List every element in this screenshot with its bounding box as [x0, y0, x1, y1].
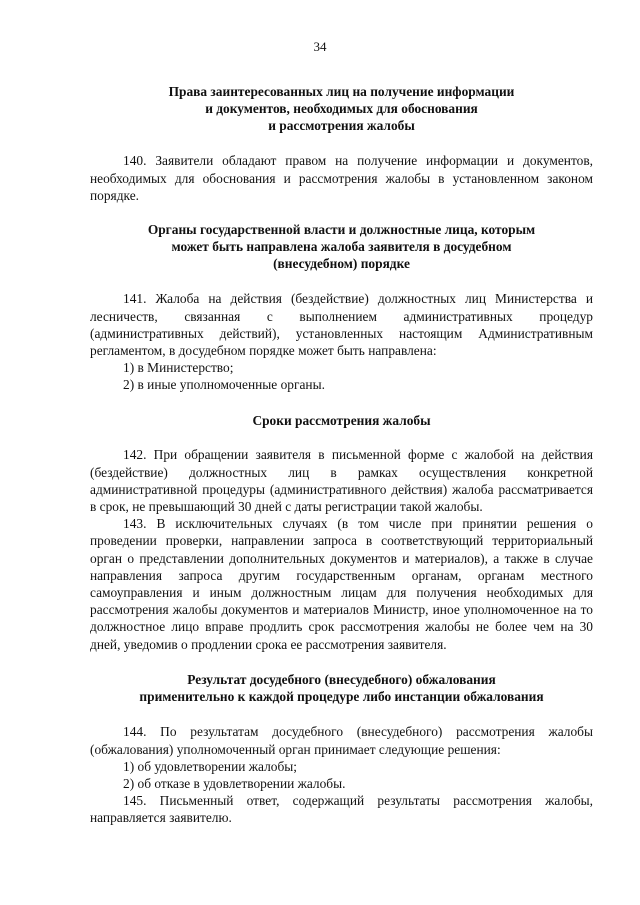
list-item: 1) в Министерство;	[123, 360, 234, 376]
heading-line: Органы государственной власти и должностные лица, которым	[147, 222, 536, 237]
list-item: 2) в иные уполномоченные органы.	[123, 377, 325, 393]
section-heading-rights	[90, 84, 593, 134]
page-number: 34	[313, 39, 327, 54]
heading-line: Сроки рассмотрения жалобы	[252, 412, 431, 428]
paragraph-140: 140. Заявители обладают правом на получение информации и документов, необходимых для обоснования и рассмотрения жалобы в установленном законом порядке.	[90, 153, 593, 203]
heading-line: и рассмотрения жалобы	[268, 117, 415, 133]
heading-line: может быть направлена жалоба заявителя в досудебном	[171, 238, 512, 254]
section-heading-authorities	[90, 222, 593, 272]
paragraph-141: 141. Жалоба на действия (бездействие) должностных лиц Министерства и лесничеств, связанная с выполнением административных процедур (административных действий), установленных настоящим Административным регламентом, в досудебном порядке может быть направлена:	[90, 291, 593, 358]
section-heading-result	[90, 672, 593, 706]
paragraph-145: 145. Письменный ответ, содержащий результаты рассмотрения жалобы, направляется заявителю.	[90, 793, 593, 826]
paragraph-143: 143. В исключительных случаях (в том числе при принятии решения о проведении проверки, направлении запроса в соответствующий территориальный орган о представлении дополнительных документов и материалов), а также в случае направления запроса другим государственным органам, органам местного самоуправления и иным должностным лицам для получения необходимых для рассмотрения жалобы документов и материалов Министр, иное уполномоченное на то должностное лицо вправе продлить срок рассмотрения жалобы не более чем на 30 дней, уведомив о продлении срока ее рассмотрения заявителя.	[90, 516, 593, 652]
heading-line: Результат досудебного (внесудебного) обжалования	[187, 671, 496, 687]
paragraph-142: 142. При обращении заявителя в письменной форме с жалобой на действия (бездействие) должностных лиц в рамках осуществления конкретной административной процедуры (административного действия) жалоба рассматривается в срок, не превышающий 30 дней с даты регистрации такой жалобы.	[90, 447, 593, 515]
heading-line: применительно к каждой процедуре либо инстанции обжалования	[139, 688, 544, 704]
heading-line: Права заинтересованных лиц на получение информации	[168, 84, 515, 99]
heading-line: и документов, необходимых для обоснования	[205, 100, 478, 116]
paragraph-144: 144. По результатам досудебного (внесудебного) рассмотрения жалобы (обжалования) уполномоченный орган принимает следующие решения:	[90, 724, 593, 757]
list-item: 2) об отказе в удовлетворении жалобы.	[123, 776, 346, 792]
heading-line: (внесудебном) порядке	[273, 255, 410, 271]
list-item: 1) об удовлетворении жалобы;	[123, 758, 297, 774]
section-heading-terms	[90, 413, 593, 430]
